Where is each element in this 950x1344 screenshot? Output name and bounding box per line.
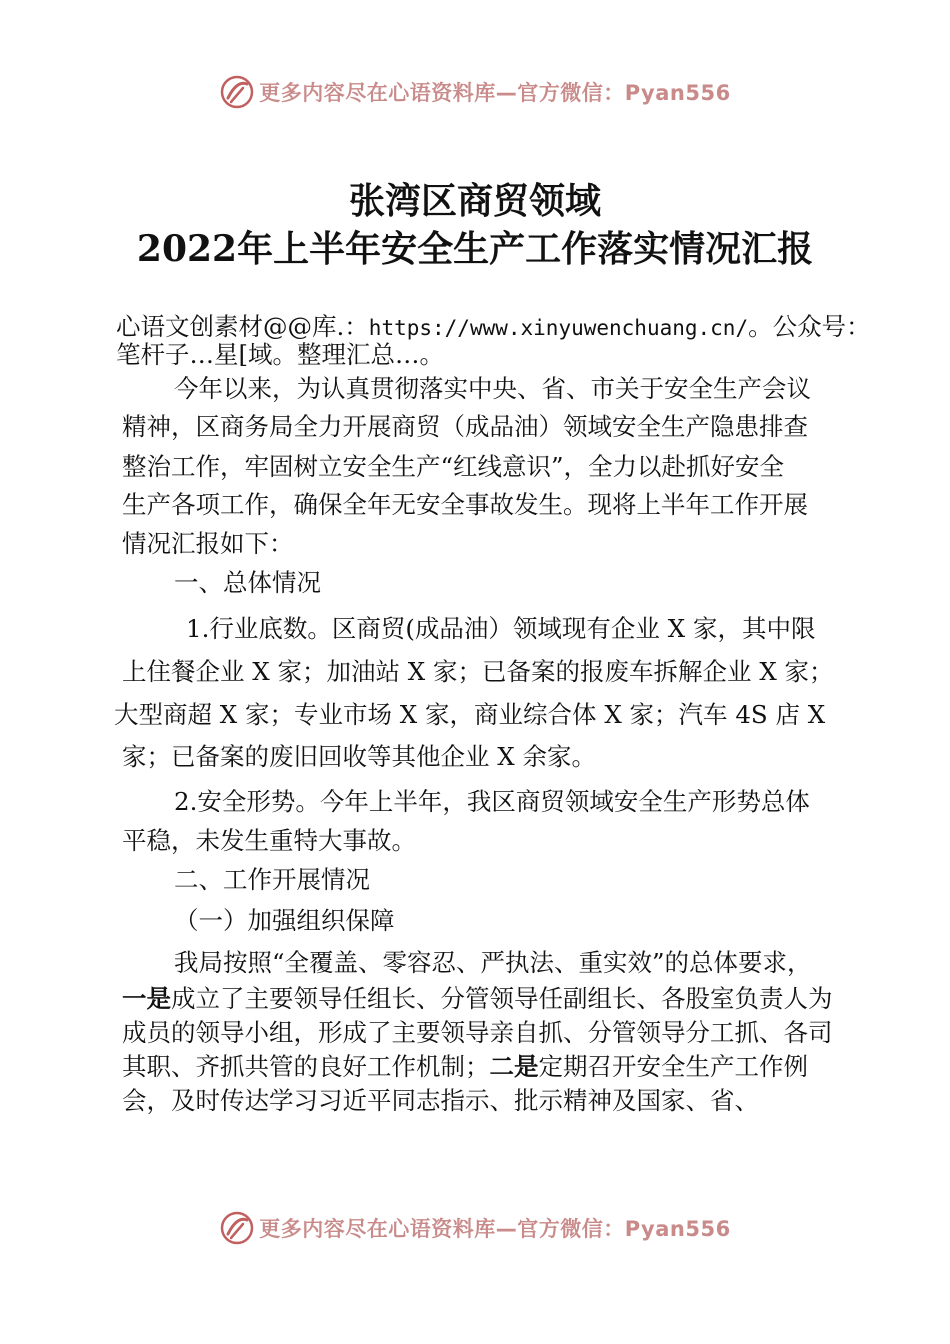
source-note-prefix: 心语文创素材@@库.： [116, 312, 369, 341]
source-note-suffix: 。公众号： [748, 312, 871, 341]
para-line-2-text: 成立了主要领导任组长、分管领导任副组长、各股室负责人为 [171, 984, 833, 1013]
item1-line-2: 上住餐企业 X 家；加油站 X 家；已备案的报废车拆解企业 X 家； [122, 657, 834, 686]
para-line-5: 会，及时传达学习习近平同志指示、批示精神及国家、省、 [122, 1086, 759, 1115]
para-line-1: 我局按照“全覆盖、零容忍、严执法、重实效”的总体要求， [174, 948, 812, 977]
document-title-line-1: 张湾区商贸领域 [348, 180, 601, 222]
header-watermark-text: 更多内容尽在心语资料库—官方微信：Pyan556 [259, 81, 731, 105]
intro-line-3: 整治工作，牢固树立安全生产“红线意识”，全力以赴抓好安全 [122, 452, 785, 481]
section-heading-overall: 一、总体情况 [174, 568, 321, 597]
para-line-4-post: 定期召开安全生产工作例 [538, 1052, 808, 1081]
brand-logo-icon [219, 74, 255, 110]
item1-line-3: 大型商超 X 家；专业市场 X 家，商业综合体 X 家；汽车 4S 店 X [114, 700, 826, 729]
section-heading-work: 二、工作开展情况 [174, 865, 370, 894]
header-watermark [0, 70, 950, 114]
para-emphasis-first: 一是 [122, 984, 171, 1013]
item2-line-1: 2.安全形势。今年上半年，我区商贸领域安全生产形势总体 [174, 787, 810, 816]
intro-line-4: 生产各项工作，确保全年无安全事故发生。现将上半年工作开展 [122, 490, 808, 519]
subsection-heading-organization: （一）加强组织保障 [174, 906, 395, 935]
item1-line-1: 1.行业底数。区商贸(成品油）领域现有企业 X 家，其中限 [186, 614, 816, 643]
footer-watermark-text: 更多内容尽在心语资料库—官方微信：Pyan556 [259, 1217, 731, 1241]
intro-line-5: 情况汇报如下： [122, 529, 294, 558]
document-title-line-2: 2022年上半年安全生产工作落实情况汇报 [136, 228, 814, 270]
para-line-4 [122, 1050, 808, 1084]
intro-line-1: 今年以来，为认真贯彻落实中央、省、市关于安全生产会议 [174, 374, 811, 403]
source-note-line-2: 笔杆子…星[域。整理汇总…。 [116, 340, 445, 369]
source-url: https://www.xinyuwenchuang.cn/ [368, 316, 749, 340]
brand-logo-icon [219, 1210, 255, 1246]
item1-line-4: 家；已备案的废旧回收等其他企业 X 余家。 [122, 742, 597, 771]
para-line-2 [122, 982, 833, 1016]
item2-line-2: 平稳，未发生重特大事故。 [122, 826, 416, 855]
para-line-4-pre: 其职、齐抓共管的良好工作机制； [122, 1052, 490, 1081]
intro-line-2: 精神，区商务局全力开展商贸（成品油）领域安全生产隐患排查 [122, 412, 808, 441]
footer-watermark [0, 1206, 950, 1250]
para-line-3: 成员的领导小组，形成了主要领导亲自抓、分管领导分工抓、各司 [122, 1018, 833, 1047]
para-emphasis-second: 二是 [489, 1052, 539, 1081]
